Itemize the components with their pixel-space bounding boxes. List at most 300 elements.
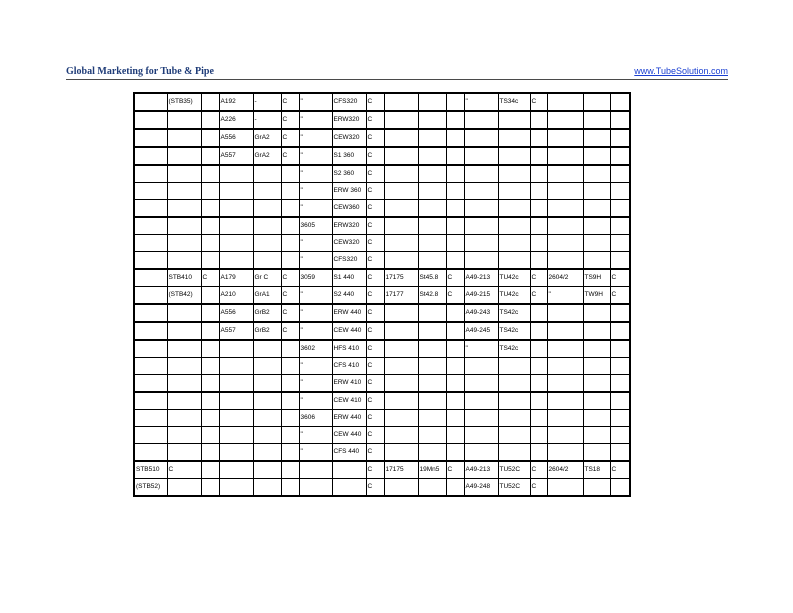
table-cell <box>610 427 630 444</box>
table-cell: " <box>299 111 332 129</box>
table-cell <box>464 375 498 393</box>
table-row <box>134 358 630 375</box>
table-cell <box>498 235 530 252</box>
table-cell <box>583 375 610 393</box>
table-cell: C <box>366 111 384 129</box>
table-cell <box>219 375 253 393</box>
table-cell <box>384 129 418 147</box>
table-cell <box>219 392 253 410</box>
table-cell <box>219 358 253 375</box>
table-cell <box>253 165 281 183</box>
table-cell <box>418 340 446 358</box>
table-cell <box>201 304 219 322</box>
table-cell: A49-243 <box>464 304 498 322</box>
table-cell <box>530 235 547 252</box>
page-title: Global Marketing for Tube & Pipe <box>66 66 214 77</box>
table-cell <box>134 444 167 462</box>
table-cell <box>418 410 446 427</box>
table-cell <box>583 410 610 427</box>
table-cell: C <box>366 461 384 479</box>
table-cell <box>281 392 299 410</box>
table-cell: A556 <box>219 304 253 322</box>
table-cell <box>134 410 167 427</box>
table-cell <box>446 427 464 444</box>
table-cell: CEW 440 <box>332 427 366 444</box>
table-cell: " <box>299 183 332 200</box>
table-cell <box>610 217 630 235</box>
table-cell <box>464 183 498 200</box>
website-link[interactable]: www.TubeSolution.com <box>634 66 728 76</box>
table-cell <box>446 444 464 462</box>
table-cell: " <box>299 427 332 444</box>
table-cell <box>134 147 167 165</box>
table-cell <box>418 375 446 393</box>
table-cell: St42.8 <box>418 287 446 305</box>
table-cell <box>253 217 281 235</box>
table-cell <box>281 444 299 462</box>
table-cell: C <box>366 304 384 322</box>
table-cell <box>281 252 299 270</box>
table-row <box>134 183 630 200</box>
table-cell <box>583 147 610 165</box>
table-cell <box>610 93 630 111</box>
table-cell: A179 <box>219 269 253 287</box>
table-cell <box>201 129 219 147</box>
table-cell: A49-213 <box>464 461 498 479</box>
table-cell: " <box>299 235 332 252</box>
table-cell: A49-248 <box>464 479 498 497</box>
table-cell <box>281 200 299 218</box>
table-cell <box>498 183 530 200</box>
table-cell: C <box>610 269 630 287</box>
table-cell <box>610 200 630 218</box>
table-cell <box>253 410 281 427</box>
table-cell <box>464 252 498 270</box>
table-cell <box>281 217 299 235</box>
table-cell <box>583 304 610 322</box>
table-cell <box>464 147 498 165</box>
table-cell <box>201 461 219 479</box>
table-cell <box>446 200 464 218</box>
table-cell: A210 <box>219 287 253 305</box>
table-cell: " <box>299 200 332 218</box>
table-cell <box>610 235 630 252</box>
table-cell <box>167 375 201 393</box>
table-cell: 19Mn5 <box>418 461 446 479</box>
table-cell: - <box>253 93 281 111</box>
table-cell: TS34c <box>498 93 530 111</box>
table-cell <box>281 461 299 479</box>
table-cell <box>167 252 201 270</box>
table-cell <box>530 252 547 270</box>
table-row <box>134 165 630 183</box>
table-cell <box>384 358 418 375</box>
table-cell <box>464 200 498 218</box>
table-cell <box>446 217 464 235</box>
table-cell <box>547 165 583 183</box>
table-cell <box>446 111 464 129</box>
table-cell: HFS 410 <box>332 340 366 358</box>
table-cell: S1 360 <box>332 147 366 165</box>
table-cell <box>446 147 464 165</box>
table-cell <box>610 479 630 497</box>
table-cell <box>201 479 219 497</box>
table-cell <box>167 479 201 497</box>
table-cell <box>547 147 583 165</box>
table-row <box>134 444 630 462</box>
table-cell <box>583 165 610 183</box>
table-row <box>134 235 630 252</box>
table-cell: TU42c <box>498 287 530 305</box>
table-cell <box>547 392 583 410</box>
table-cell: C <box>530 479 547 497</box>
table-cell <box>610 147 630 165</box>
table-cell <box>547 358 583 375</box>
table-cell: - <box>253 111 281 129</box>
table-cell: C <box>281 129 299 147</box>
table-cell: C <box>366 410 384 427</box>
table-cell <box>384 183 418 200</box>
table-cell <box>446 479 464 497</box>
table-cell <box>464 235 498 252</box>
table-cell: C <box>366 147 384 165</box>
table-cell <box>201 200 219 218</box>
table-cell <box>498 444 530 462</box>
table-cell <box>134 392 167 410</box>
table-cell: " <box>299 392 332 410</box>
table-cell <box>219 427 253 444</box>
table-cell <box>583 200 610 218</box>
table-cell <box>219 340 253 358</box>
table-cell <box>219 479 253 497</box>
table-cell: C <box>530 269 547 287</box>
table-cell <box>201 165 219 183</box>
table-cell: A49-245 <box>464 322 498 340</box>
table-row <box>134 304 630 322</box>
table-cell: C <box>281 93 299 111</box>
table-cell <box>530 165 547 183</box>
table-cell <box>384 392 418 410</box>
table-cell <box>253 235 281 252</box>
table-cell: ERW320 <box>332 217 366 235</box>
table-cell <box>253 479 281 497</box>
table-cell <box>134 375 167 393</box>
table-row <box>134 340 630 358</box>
table-cell <box>530 200 547 218</box>
table-cell <box>464 111 498 129</box>
table-cell <box>167 444 201 462</box>
table-cell: C <box>446 287 464 305</box>
table-cell <box>498 427 530 444</box>
table-cell <box>219 252 253 270</box>
table-cell <box>418 392 446 410</box>
table-cell: GrB2 <box>253 304 281 322</box>
table-cell: A557 <box>219 322 253 340</box>
table-cell <box>583 129 610 147</box>
page-header <box>66 66 728 80</box>
table-cell <box>134 287 167 305</box>
table-cell <box>167 304 201 322</box>
table-cell <box>418 165 446 183</box>
table-cell <box>610 340 630 358</box>
table-cell: GrA2 <box>253 147 281 165</box>
table-cell <box>219 217 253 235</box>
table-cell <box>498 129 530 147</box>
table-cell <box>610 410 630 427</box>
table-cell <box>583 235 610 252</box>
table-row <box>134 129 630 147</box>
table-cell: TS42c <box>498 304 530 322</box>
table-cell: " <box>299 444 332 462</box>
table-cell <box>253 461 281 479</box>
table-cell <box>384 217 418 235</box>
table-cell <box>201 235 219 252</box>
table-row <box>134 410 630 427</box>
table-cell: GrB2 <box>253 322 281 340</box>
table-cell: A226 <box>219 111 253 129</box>
table-cell: C <box>366 235 384 252</box>
table-cell <box>530 183 547 200</box>
table-cell <box>446 358 464 375</box>
table-cell <box>219 410 253 427</box>
table-cell <box>253 200 281 218</box>
table-cell: C <box>530 461 547 479</box>
table-cell: " <box>299 165 332 183</box>
table-cell <box>201 111 219 129</box>
table-cell <box>610 392 630 410</box>
table-cell: 3605 <box>299 217 332 235</box>
table-cell <box>464 358 498 375</box>
table-cell: A557 <box>219 147 253 165</box>
table-cell: CEW320 <box>332 235 366 252</box>
table-cell <box>464 410 498 427</box>
table-cell <box>498 410 530 427</box>
table-cell <box>219 444 253 462</box>
table-cell <box>530 444 547 462</box>
table-row <box>134 93 630 111</box>
table-cell: C <box>366 479 384 497</box>
table-row <box>134 200 630 218</box>
table-cell: " <box>299 129 332 147</box>
table-cell: TS42c <box>498 340 530 358</box>
header-divider <box>66 79 728 80</box>
table-cell <box>219 165 253 183</box>
table-cell <box>547 375 583 393</box>
table-cell <box>201 252 219 270</box>
table-cell: C <box>366 287 384 305</box>
table-cell <box>547 479 583 497</box>
table-cell: A192 <box>219 93 253 111</box>
table-cell <box>583 340 610 358</box>
table-cell <box>201 375 219 393</box>
table-cell <box>498 111 530 129</box>
table-cell: " <box>299 147 332 165</box>
table-cell <box>547 252 583 270</box>
table-cell <box>167 217 201 235</box>
table-cell <box>610 322 630 340</box>
table-cell <box>299 461 332 479</box>
table-cell: C <box>366 217 384 235</box>
table-cell <box>530 147 547 165</box>
table-cell <box>498 200 530 218</box>
table-cell: 2604/2 <box>547 461 583 479</box>
table-cell: C <box>366 93 384 111</box>
table-cell: C <box>201 269 219 287</box>
table-cell <box>583 111 610 129</box>
table-cell <box>253 392 281 410</box>
table-cell <box>134 93 167 111</box>
table-cell <box>446 410 464 427</box>
table-cell <box>299 479 332 497</box>
table-cell: " <box>547 287 583 305</box>
table-cell: A49-215 <box>464 287 498 305</box>
table-cell <box>547 217 583 235</box>
table-cell: S2 440 <box>332 287 366 305</box>
table-cell <box>530 304 547 322</box>
table-cell <box>281 235 299 252</box>
table-cell: C <box>366 200 384 218</box>
table-cell <box>134 217 167 235</box>
table-cell: " <box>299 358 332 375</box>
table-row <box>134 147 630 165</box>
table-cell: C <box>366 269 384 287</box>
table-cell <box>418 111 446 129</box>
table-cell: C <box>610 461 630 479</box>
table-cell: C <box>446 269 464 287</box>
table-cell <box>464 392 498 410</box>
table-cell <box>253 375 281 393</box>
table-cell: GrA1 <box>253 287 281 305</box>
table-cell: S1 440 <box>332 269 366 287</box>
table-cell: 3606 <box>299 410 332 427</box>
table-cell <box>219 461 253 479</box>
table-cell <box>446 304 464 322</box>
table-cell: CEW320 <box>332 129 366 147</box>
table-cell <box>167 200 201 218</box>
table-cell <box>547 111 583 129</box>
table-cell <box>201 410 219 427</box>
table-cell <box>547 322 583 340</box>
table-cell <box>384 479 418 497</box>
table-cell: C <box>281 269 299 287</box>
table-cell <box>167 427 201 444</box>
table-cell <box>201 147 219 165</box>
table-cell <box>253 252 281 270</box>
table-cell <box>384 111 418 129</box>
table-cell <box>446 183 464 200</box>
table-cell <box>547 183 583 200</box>
table-cell: C <box>530 287 547 305</box>
table-cell <box>547 129 583 147</box>
table-cell: C <box>446 461 464 479</box>
table-cell: C <box>366 252 384 270</box>
table-cell <box>446 129 464 147</box>
table-cell <box>446 165 464 183</box>
table-cell <box>446 235 464 252</box>
table-cell <box>547 304 583 322</box>
table-cell <box>281 183 299 200</box>
table-cell <box>583 183 610 200</box>
table-row <box>134 111 630 129</box>
table-cell <box>610 444 630 462</box>
table-cell <box>384 252 418 270</box>
table-cell <box>418 444 446 462</box>
table-cell <box>547 410 583 427</box>
table-cell <box>167 111 201 129</box>
table-cell: " <box>299 93 332 111</box>
table-cell <box>281 427 299 444</box>
table-cell: ERW 440 <box>332 304 366 322</box>
table-cell <box>134 129 167 147</box>
table-cell <box>530 392 547 410</box>
table-cell <box>464 217 498 235</box>
table-cell: C <box>281 147 299 165</box>
table-cell <box>583 479 610 497</box>
table-cell: TS9H <box>583 269 610 287</box>
table-row <box>134 269 630 287</box>
table-cell <box>583 392 610 410</box>
table-cell <box>610 183 630 200</box>
table-row <box>134 252 630 270</box>
table-cell <box>281 375 299 393</box>
table-cell: C <box>167 461 201 479</box>
table-cell <box>547 444 583 462</box>
table-cell <box>498 217 530 235</box>
table-cell <box>167 183 201 200</box>
table-cell <box>384 93 418 111</box>
table-cell: CFS 410 <box>332 358 366 375</box>
table-cell <box>530 129 547 147</box>
table-cell <box>464 444 498 462</box>
table-cell <box>134 165 167 183</box>
table-cell: 17175 <box>384 461 418 479</box>
table-cell: STB410 <box>167 269 201 287</box>
table-cell: " <box>464 93 498 111</box>
table-cell: " <box>299 252 332 270</box>
table-cell <box>134 304 167 322</box>
table-cell: ERW320 <box>332 111 366 129</box>
table-cell: (STB35) <box>167 93 201 111</box>
table-cell <box>384 410 418 427</box>
table-row <box>134 217 630 235</box>
table-cell <box>547 340 583 358</box>
table-cell: C <box>366 375 384 393</box>
table-cell <box>253 340 281 358</box>
table-cell: TU52C <box>498 479 530 497</box>
table-cell <box>583 93 610 111</box>
table-row <box>134 322 630 340</box>
table-cell: A49-213 <box>464 269 498 287</box>
table-cell <box>547 235 583 252</box>
table-cell <box>610 375 630 393</box>
table-cell <box>134 358 167 375</box>
table-cell <box>418 304 446 322</box>
table-cell <box>201 287 219 305</box>
table-cell: CEW360 <box>332 200 366 218</box>
table-cell <box>201 358 219 375</box>
table-cell <box>530 375 547 393</box>
table-cell <box>547 200 583 218</box>
table-cell: CEW 410 <box>332 392 366 410</box>
table-cell: " <box>299 287 332 305</box>
table-cell <box>418 427 446 444</box>
table-cell: C <box>366 165 384 183</box>
table-cell: C <box>366 392 384 410</box>
table-cell: ERW 410 <box>332 375 366 393</box>
table-cell: C <box>366 183 384 200</box>
table-cell <box>219 235 253 252</box>
table-cell: TW9H <box>583 287 610 305</box>
